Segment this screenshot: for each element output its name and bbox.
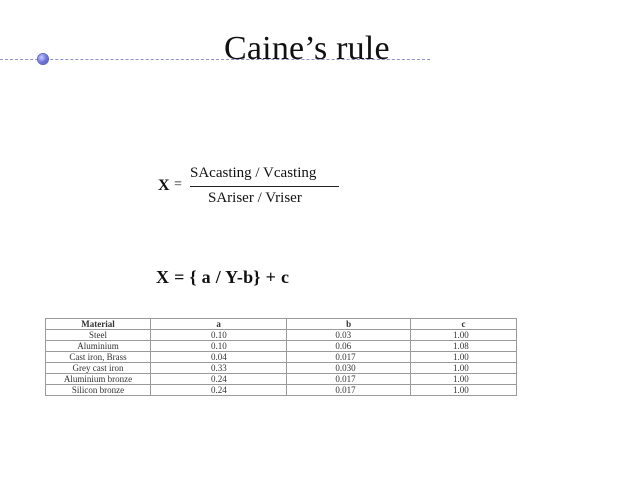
cell-a: 0.10 bbox=[151, 341, 287, 352]
table-row bbox=[46, 330, 517, 341]
cell-material: Silicon bronze bbox=[46, 385, 151, 396]
cell-a: 0.24 bbox=[151, 374, 287, 385]
table-row bbox=[46, 341, 517, 352]
cell-b: 0.06 bbox=[287, 341, 411, 352]
cell-b: 0.03 bbox=[287, 330, 411, 341]
cell-material: Grey cast iron bbox=[46, 363, 151, 374]
coefficient-table bbox=[45, 318, 517, 396]
fraction-bar bbox=[190, 186, 339, 187]
table-row bbox=[46, 363, 517, 374]
cell-material: Aluminium bbox=[46, 341, 151, 352]
bullet-dot-icon bbox=[38, 54, 48, 64]
cell-material: Aluminium bronze bbox=[46, 374, 151, 385]
cell-c: 1.08 bbox=[411, 341, 517, 352]
cell-c: 1.00 bbox=[411, 385, 517, 396]
table-row bbox=[46, 385, 517, 396]
formula-equals: = bbox=[174, 177, 182, 192]
cell-c: 1.00 bbox=[411, 374, 517, 385]
caine-formula: X = { a / Y-b} + c bbox=[156, 267, 290, 287]
formula-denominator: SAriser / Vriser bbox=[208, 190, 302, 206]
table-header-row bbox=[46, 319, 517, 330]
table-row bbox=[46, 374, 517, 385]
header-b: b bbox=[287, 319, 411, 330]
cell-b: 0.017 bbox=[287, 352, 411, 363]
cell-c: 1.00 bbox=[411, 363, 517, 374]
cell-a: 0.04 bbox=[151, 352, 287, 363]
formula-lhs: X bbox=[158, 177, 170, 194]
cell-b: 0.030 bbox=[287, 363, 411, 374]
cell-material: Steel bbox=[46, 330, 151, 341]
cell-a: 0.33 bbox=[151, 363, 287, 374]
ratio-formula bbox=[158, 165, 358, 215]
cell-c: 1.00 bbox=[411, 352, 517, 363]
header-c: c bbox=[411, 319, 517, 330]
cell-c: 1.00 bbox=[411, 330, 517, 341]
formula-numerator: SAcasting / Vcasting bbox=[190, 165, 317, 181]
header-a: a bbox=[151, 319, 287, 330]
cell-a: 0.10 bbox=[151, 330, 287, 341]
cell-b: 0.017 bbox=[287, 374, 411, 385]
header-material: Material bbox=[46, 319, 151, 330]
cell-material: Cast iron, Brass bbox=[46, 352, 151, 363]
cell-a: 0.24 bbox=[151, 385, 287, 396]
cell-b: 0.017 bbox=[287, 385, 411, 396]
slide-title: Caine’s rule bbox=[224, 30, 390, 67]
table-row bbox=[46, 352, 517, 363]
coefficient-table-container bbox=[45, 318, 517, 396]
